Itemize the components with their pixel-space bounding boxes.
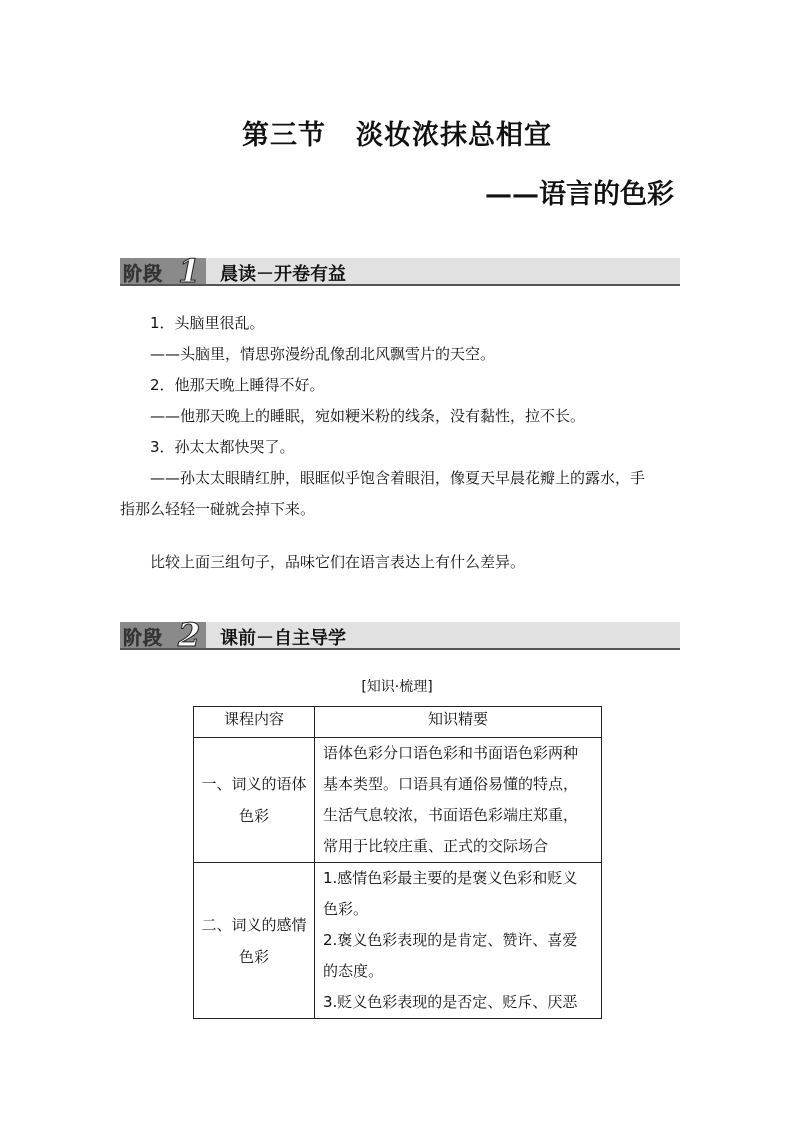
reading-line-6: ——孙太太眼睛红肿，眼眶似乎饱含着眼泪，像夏天早晨花瓣上的露水，手 xyxy=(150,469,646,487)
reading-line-4: ——他那天晚上的睡眠，宛如粳米粉的线条，没有黏性，拉不长。 xyxy=(150,407,586,425)
reading-line-5: 3．孙太太都快哭了。 xyxy=(150,438,295,456)
row-1-content-line: 常用于比较庄重、正式的交际场合 xyxy=(323,837,549,855)
lesson-section-number: 第三节 xyxy=(242,120,326,151)
stage-2-title: 课前－自主导学 xyxy=(220,628,346,649)
stage-1-tag-block xyxy=(120,252,206,290)
header-course-content: 课程内容 xyxy=(194,707,315,738)
reading-line-1: 1．头脑里很乱。 xyxy=(150,314,265,332)
stage-1-title: 晨读－开卷有益 xyxy=(220,264,346,285)
stage-1-number: 1 xyxy=(178,252,201,290)
header-knowledge-points: 知识精要 xyxy=(315,707,602,738)
reading-line-2: ——头脑里，情思弥漫纷乱像刮北风飘雪片的天空。 xyxy=(150,345,496,363)
reading-line-7: 指那么轻轻一碰就会掉下来。 xyxy=(120,500,316,518)
row-2-topic-line-2: 色彩 xyxy=(238,947,269,966)
row-2-content xyxy=(315,863,602,1019)
lesson-title xyxy=(0,113,794,152)
table-header-row xyxy=(194,707,602,738)
stage-2-tag-text: 阶段 xyxy=(123,627,164,649)
row-2-topic-line-1: 二、词义的感情 xyxy=(201,915,307,934)
row-2-content-line: 1.感情色彩最主要的是褒义色彩和贬义 xyxy=(323,869,578,887)
row-2-topic xyxy=(194,863,315,1019)
table-row xyxy=(194,863,602,1019)
row-1-topic xyxy=(194,738,315,863)
stage-1-banner xyxy=(120,252,680,290)
stage-2-banner xyxy=(120,616,680,654)
row-1-content-line: 语体色彩分口语色彩和书面语色彩两种 xyxy=(323,744,579,762)
lesson-name: 淡妆浓抹总相宜 xyxy=(356,120,552,151)
row-1-content-line: 基本类型。口语具有通俗易懂的特点， xyxy=(323,775,579,793)
knowledge-section-label: [知识·梳理] xyxy=(361,679,433,695)
row-2-content-line: 的态度。 xyxy=(323,962,384,980)
reading-line-3: 2．他那天晚上睡得不好。 xyxy=(150,376,325,394)
lesson-subtitle: ——语言的色彩 xyxy=(485,179,674,210)
stage-1-tag-text: 阶段 xyxy=(123,263,164,285)
row-1-topic-line-1: 一、词义的语体 xyxy=(201,775,307,793)
knowledge-table xyxy=(193,706,602,1019)
row-2-content-line: 2.褒义色彩表现的是肯定、赞许、喜爱 xyxy=(323,931,578,949)
stage-2-tag-block xyxy=(120,616,206,654)
row-2-content-line: 3.贬义色彩表现的是否定、贬斥、厌恶 xyxy=(323,993,578,1011)
row-1-content-line: 生活气息较浓，书面语色彩端庄郑重， xyxy=(323,806,579,824)
stage-2-number: 2 xyxy=(178,616,201,654)
row-1-content xyxy=(315,738,602,863)
table-row xyxy=(194,738,602,863)
row-1-topic-line-2: 色彩 xyxy=(238,807,269,825)
reading-question: 比较上面三组句子，品味它们在语言表达上有什么差异。 xyxy=(150,553,526,571)
row-2-content-line: 色彩。 xyxy=(323,900,369,918)
